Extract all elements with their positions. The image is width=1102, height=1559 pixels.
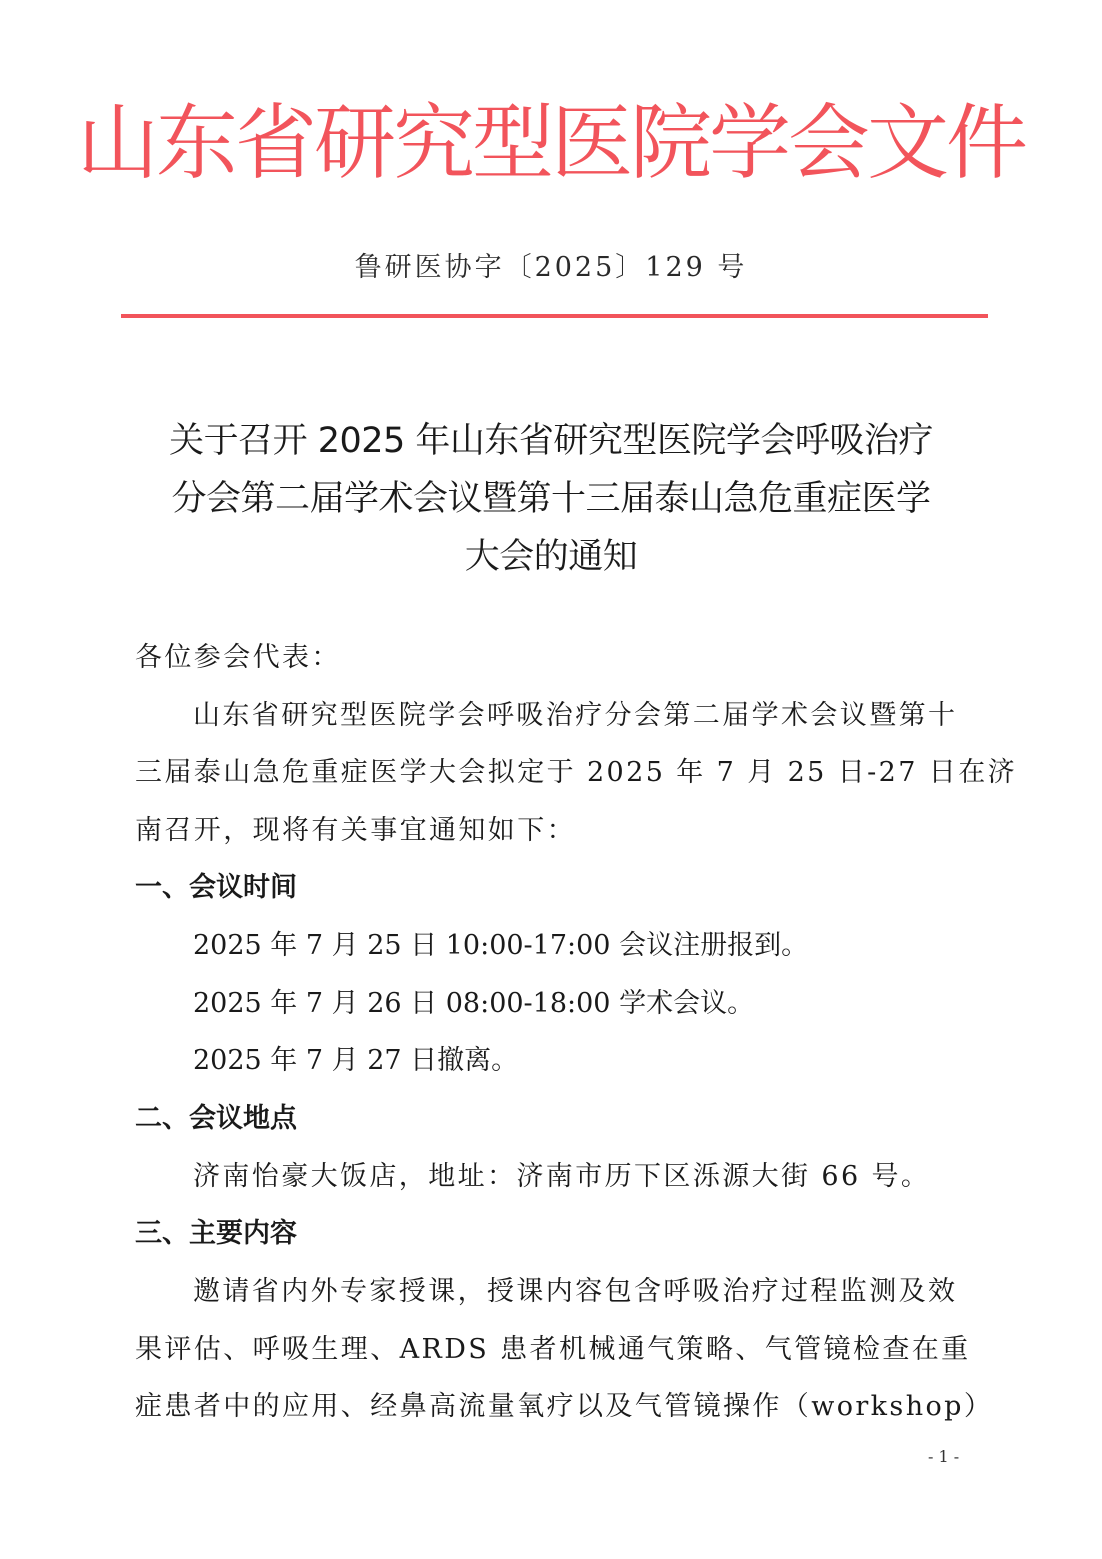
red-divider-line	[121, 314, 988, 318]
meeting-venue-line: 济南怡豪大饭店，地址：济南市历下区泺源大街 66 号。	[193, 1161, 931, 1192]
issuing-organization-header: 山东省研究型医院学会文件	[76, 96, 1025, 191]
main-content-line: 症患者中的应用、经鼻高流量氧疗以及气管镜操作（workshop）	[135, 1391, 994, 1422]
meeting-time-line: 2025 年 7 月 25 日 10:00-17:00 会议注册报到。	[193, 930, 809, 961]
salutation: 各位参会代表：	[135, 642, 341, 673]
section-heading-meeting-time: 一、会议时间	[135, 872, 297, 903]
intro-paragraph-line: 山东省研究型医院学会呼吸治疗分会第二届学术会议暨第十	[193, 700, 958, 731]
meeting-time-line: 2025 年 7 月 26 日 08:00-18:00 学术会议。	[193, 988, 755, 1019]
page-number: - 1 -	[928, 1447, 960, 1466]
intro-paragraph-line: 南召开，现将有关事宜通知如下：	[135, 815, 576, 846]
intro-paragraph-line: 三届泰山急危重症医学大会拟定于 2025 年 7 月 25 日-27 日在济	[135, 757, 1018, 788]
main-content-line: 果评估、呼吸生理、ARDS 患者机械通气策略、气管镜检查在重	[135, 1334, 971, 1365]
section-heading-main-content: 三、主要内容	[135, 1218, 297, 1249]
notice-title-line: 分会第二届学术会议暨第十三届泰山急危重症医学	[171, 479, 931, 519]
document-number: 鲁研医协字〔2025〕129 号	[354, 252, 748, 283]
main-content-line: 邀请省内外专家授课，授课内容包含呼吸治疗过程监测及效	[193, 1276, 958, 1307]
notice-title-line: 大会的通知	[464, 537, 638, 577]
meeting-time-line: 2025 年 7 月 27 日撤离。	[193, 1045, 519, 1076]
section-heading-meeting-venue: 二、会议地点	[135, 1103, 297, 1134]
notice-title-line: 关于召开 2025 年山东省研究型医院学会呼吸治疗	[169, 421, 933, 461]
notice-title	[120, 412, 982, 586]
